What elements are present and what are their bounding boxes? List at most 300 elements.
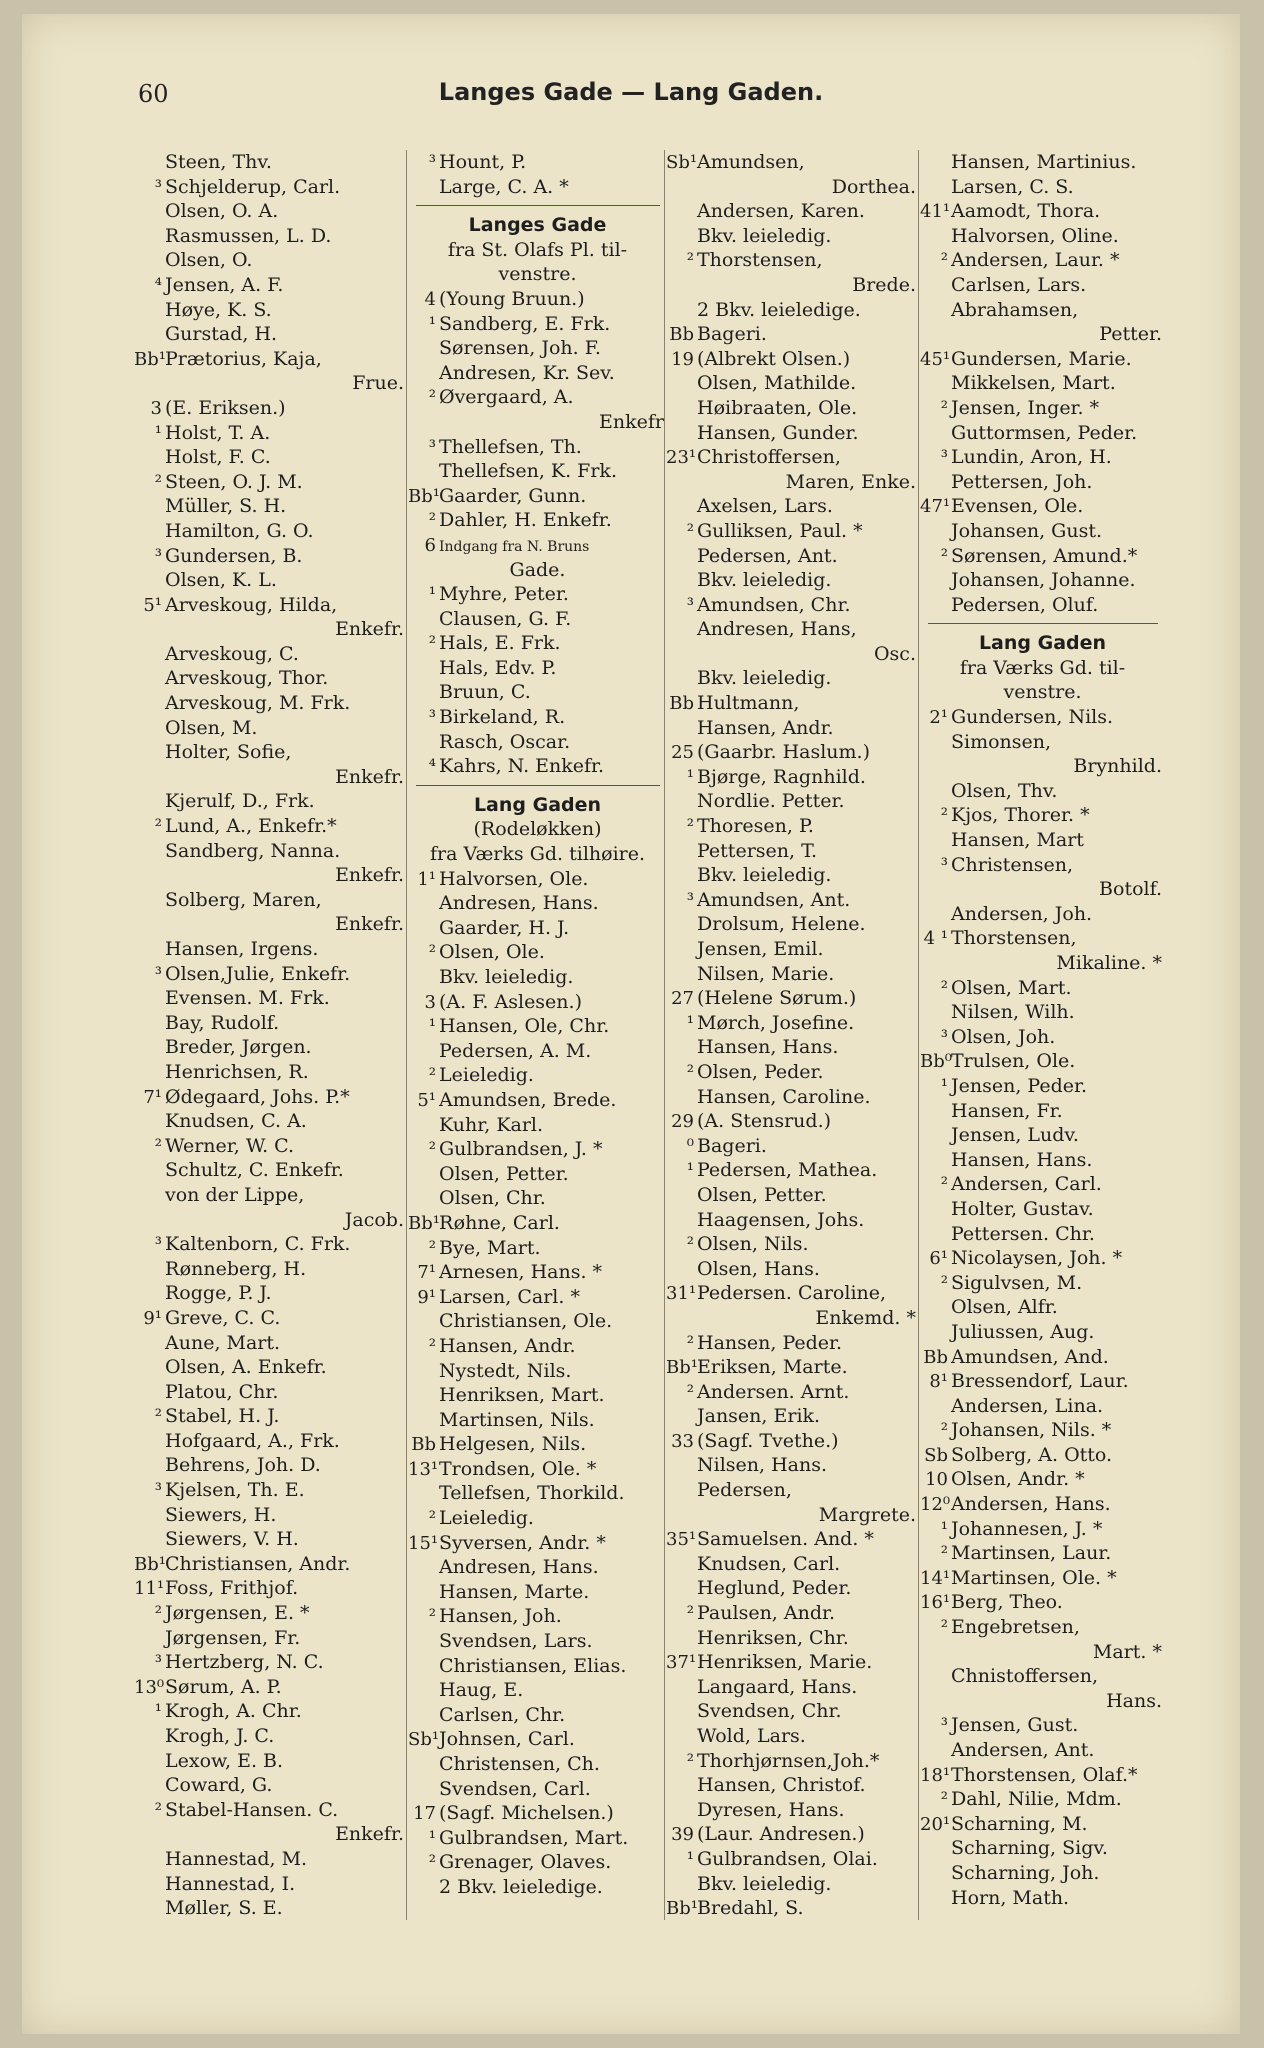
entry-text: Bressendorf, Laur. (951, 1370, 1129, 1393)
directory-entry (920, 224, 1162, 249)
entry-text: Hansen, Caroline. (697, 1085, 871, 1108)
entry-text: Johansen, Nils. * (951, 1419, 1112, 1442)
directory-entry (920, 1836, 1162, 1861)
house-number: ² (940, 977, 948, 999)
entry-text: Andersen. Arnt. (697, 1380, 850, 1403)
entry-text: Thorstensen, (951, 927, 1077, 950)
directory-entry (408, 1063, 664, 1088)
entry-text: Engebretsen, (951, 1616, 1080, 1639)
house-number: ² (428, 633, 436, 655)
directory-entry (134, 371, 404, 396)
entry-text: Olsen, Mathilde. (697, 372, 857, 395)
directory-entry (920, 1049, 1162, 1074)
entry-text: Hals, E. Frk. (439, 632, 561, 655)
directory-entry (920, 680, 1162, 705)
entry-text: Hansen, Peder. (697, 1331, 843, 1354)
directory-entry (134, 1134, 404, 1159)
entry-text: Hultmann, (697, 692, 800, 715)
entry-text: Birkeland, R. (439, 706, 566, 729)
house-number: ³ (686, 594, 694, 616)
directory-entry (920, 902, 1162, 927)
directory-entry (134, 347, 404, 372)
directory-entry (408, 607, 664, 632)
house-number: 7¹ (417, 1262, 436, 1284)
entry-text: Langaard, Hans. (697, 1675, 858, 1698)
directory-entry (666, 1749, 916, 1774)
house-number: 1¹ (417, 868, 436, 890)
house-number: ² (686, 1750, 694, 1772)
house-number: ² (686, 1332, 694, 1354)
directory-entry (666, 470, 916, 495)
directory-entry (134, 814, 404, 839)
directory-entry (920, 175, 1162, 200)
directory-entry (134, 396, 404, 421)
entry-text: Rønneberg, H. (165, 1257, 307, 1280)
entry-text: Amundsen, (697, 151, 805, 173)
entry-text: Bkv. leieledig. (697, 569, 832, 592)
running-title: Langes Gade — Lang Gaden. (438, 78, 824, 106)
directory-entry (920, 1246, 1162, 1271)
entry-text: Gulbrandsen, Mart. (439, 1826, 629, 1849)
house-number: Bb¹ (666, 1357, 698, 1379)
entry-text: Trondsen, Ole. * (439, 1457, 597, 1480)
directory-entry (408, 1727, 664, 1752)
entry-text: Bkv. leieledig. (697, 864, 832, 887)
entry-text: Paulsen, Andr. (697, 1602, 836, 1625)
directory-entry (920, 470, 1162, 495)
entry-text: Olsen, Mart. (951, 976, 1072, 999)
entry-text: Greve, C. C. (165, 1306, 281, 1329)
house-number: ¹ (686, 1848, 694, 1870)
directory-entry (134, 298, 404, 323)
entry-text: Kahrs, N. Enkefr. (439, 755, 605, 778)
entry-text: Hamilton, G. O. (165, 519, 314, 542)
directory-entry (920, 1615, 1162, 1640)
entry-text: Hansen, Irgens. (165, 938, 319, 960)
entry-text: Olsen, K. L. (165, 569, 277, 592)
section-divider (408, 199, 664, 213)
directory-entry (920, 1467, 1162, 1492)
entry-text: Bkv. leieledig. (697, 667, 832, 690)
entry-text: Christensen, (951, 853, 1074, 876)
house-number: ² (154, 1135, 162, 1157)
directory-entry (666, 1453, 916, 1478)
entry-text: Gaarder, Gunn. (439, 484, 587, 507)
entry-text: Pettersen, T. (697, 839, 818, 862)
directory-entry (666, 371, 916, 396)
house-number: ³ (428, 152, 436, 173)
entry-text: Bay, Rudolf. (165, 1011, 280, 1034)
directory-entry (408, 385, 664, 410)
entry-text: Carlsen, Lars. (951, 273, 1087, 296)
directory-entry (134, 1872, 404, 1897)
entry-text: Holst, T. A. (165, 421, 271, 444)
house-number: ³ (154, 545, 162, 567)
house-number: 9¹ (417, 1286, 436, 1308)
house-number: Bb⁰ (920, 1051, 952, 1073)
entry-text: Maren, Enke. (785, 470, 916, 493)
entry-text: Hans. (1106, 1689, 1162, 1712)
directory-entry (666, 789, 916, 814)
directory-entry (920, 1861, 1162, 1886)
entry-text: Syversen, Andr. * (439, 1531, 606, 1554)
entry-text: Arveskoug, Hilda, (165, 593, 338, 616)
house-number: 8¹ (929, 1371, 948, 1393)
entry-text: Hannestad, I. (165, 1872, 296, 1895)
directory-entry (408, 867, 664, 892)
house-number: Bb¹ (666, 1898, 698, 1920)
house-number: ³ (940, 1026, 948, 1048)
entry-text: Martinsen, Nils. (439, 1408, 595, 1431)
directory-entry (408, 1137, 664, 1162)
house-number: 45¹ (920, 348, 951, 370)
directory-entry (666, 716, 916, 741)
entry-text: Müller, S. H. (165, 495, 287, 518)
entry-text: Schjelderup, Carl. (165, 175, 341, 198)
directory-entry (666, 519, 916, 544)
entry-text: Hansen, Gunder. (697, 421, 859, 444)
directory-entry (134, 986, 404, 1011)
entry-text: Sørensen, Joh. F. (439, 337, 601, 360)
directory-entry (134, 1896, 404, 1921)
entry-text: Olsen, Andr. * (951, 1468, 1085, 1491)
entry-text: Henriksen, Chr. (697, 1626, 849, 1649)
directory-entry (134, 1404, 404, 1429)
directory-entry (134, 765, 404, 790)
entry-text: Enkefr. (335, 765, 404, 788)
entry-text: Juliussen, Aug. (951, 1320, 1095, 1343)
entry-text: Olsen, Joh. (951, 1025, 1056, 1048)
directory-entry (666, 1822, 916, 1847)
house-number: 5¹ (417, 1089, 436, 1111)
house-number: 7¹ (143, 1086, 162, 1108)
entry-text: Holter, Gustav. (951, 1197, 1094, 1220)
entry-text: Bkv. leieledig. (439, 966, 574, 988)
directory-entry (408, 262, 664, 287)
directory-entry (666, 1134, 916, 1159)
directory-entry (408, 631, 664, 656)
directory-entry (666, 740, 916, 765)
directory-entry (134, 863, 404, 888)
directory-entry (920, 1763, 1162, 1788)
house-number: ² (154, 1603, 162, 1625)
entry-text: Myhre, Peter. (439, 583, 569, 606)
directory-entry (134, 322, 404, 347)
house-number: ² (940, 1543, 948, 1565)
entry-text: Arveskoug, M. Frk. (165, 692, 351, 715)
entry-text: Simonsen, (951, 730, 1052, 753)
directory-entry (408, 1654, 664, 1679)
entry-text: Coward, G. (165, 1774, 273, 1797)
entry-text: Krogh, A. Chr. (165, 1700, 302, 1723)
house-number: ² (686, 816, 694, 838)
directory-entry (920, 1541, 1162, 1566)
directory-entry (666, 666, 916, 691)
directory-entry (134, 1380, 404, 1405)
entry-text: Evensen, Ole. (951, 495, 1084, 518)
directory-entry (920, 1345, 1162, 1370)
entry-text: Enkefr. (335, 618, 404, 641)
house-number: ² (428, 510, 436, 532)
entry-text: Hansen, Joh. (439, 1605, 562, 1628)
house-number: 12⁰ (920, 1494, 951, 1516)
directory-entry (920, 853, 1162, 878)
directory-entry (408, 336, 664, 361)
entry-text: Hofgaard, A., Frk. (165, 1429, 340, 1452)
directory-entry (134, 1257, 404, 1282)
directory-entry (666, 1380, 916, 1405)
entry-text: Jacob. (344, 1208, 404, 1231)
house-number: 15¹ (408, 1532, 439, 1554)
entry-text: Hals, Edv. P. (439, 656, 557, 679)
directory-entry (666, 1232, 916, 1257)
column-4 (920, 150, 1162, 2020)
directory-entry (920, 1369, 1162, 1394)
directory-entry (134, 1281, 404, 1306)
column-rule (406, 150, 407, 1920)
house-number: 20¹ (920, 1813, 951, 1835)
entry-text: Haagensen, Johs. (697, 1208, 865, 1231)
entry-text: Olsen, Petter. (439, 1162, 569, 1185)
directory-entry (134, 1724, 404, 1749)
directory-entry (134, 1453, 404, 1478)
entry-text: Leieledig. (439, 1064, 534, 1087)
directory-entry (666, 1503, 916, 1528)
entry-text: Johansen, Johanne. (951, 569, 1136, 592)
house-number: 27 (671, 988, 694, 1010)
house-number: 37¹ (666, 1652, 697, 1674)
directory-entry (920, 705, 1162, 730)
entry-text: Gulbrandsen, J. * (439, 1138, 603, 1161)
entry-text: Siewers, H. (165, 1503, 277, 1526)
house-number: Bb¹ (134, 348, 166, 370)
directory-entry (666, 1478, 916, 1503)
directory-entry (920, 754, 1162, 779)
house-number: 41¹ (920, 201, 951, 223)
entry-text: Carlsen, Chr. (439, 1703, 566, 1726)
house-number: ³ (686, 889, 694, 911)
directory-entry (666, 912, 916, 937)
directory-entry (666, 1601, 916, 1626)
entry-text: Haug, E. (439, 1679, 524, 1702)
directory-entry (666, 1306, 916, 1331)
directory-entry (920, 1738, 1162, 1763)
house-number: ² (428, 1852, 436, 1874)
directory-entry (134, 740, 404, 765)
entry-text: Christiansen, Elias. (439, 1654, 627, 1677)
directory-entry (134, 1183, 404, 1208)
entry-text: Tellefsen, Thorkild. (439, 1482, 625, 1505)
directory-entry (408, 1777, 664, 1802)
directory-entry (666, 593, 916, 618)
house-number: Sb¹ (408, 1729, 440, 1751)
house-number: ² (428, 387, 436, 409)
house-number: ¹ (940, 1518, 948, 1540)
directory-entry (134, 937, 404, 962)
directory-entry (666, 765, 916, 790)
house-number: ² (686, 1061, 694, 1083)
house-number: Bb (411, 1434, 436, 1456)
entry-text: Amundsen, Ant. (697, 888, 851, 911)
entry-text: Heglund, Peder. (697, 1577, 852, 1600)
directory-entry (666, 839, 916, 864)
entry-text: Rasmussen, L. D. (165, 224, 332, 247)
directory-entry (134, 888, 404, 913)
directory-entry (920, 1590, 1162, 1615)
directory-entry (920, 1295, 1162, 1320)
directory-entry (666, 1872, 916, 1897)
entry-text: Enkefr (599, 410, 664, 433)
entry-text: (A. F. Aslesen.) (439, 990, 582, 1013)
directory-entry (408, 965, 664, 990)
entry-text: Jensen, Ludv. (951, 1124, 1079, 1147)
directory-entry (408, 1162, 664, 1187)
entry-text: Sandberg, Nanna. (165, 839, 341, 862)
entry-text: Andersen, Carl. (951, 1173, 1102, 1196)
entry-text: Christiansen, Ole. (439, 1310, 613, 1333)
entry-text: Svendsen, Lars. (439, 1630, 593, 1653)
house-number: ³ (940, 447, 948, 469)
entry-text: Pedersen, Oluf. (951, 593, 1099, 616)
directory-entry (920, 976, 1162, 1001)
page-number: 60 (138, 80, 169, 108)
directory-entry (408, 990, 664, 1015)
house-number: Bb¹ (408, 485, 440, 507)
entry-text: Kuhr, Karl. (439, 1113, 544, 1136)
house-number: ² (940, 250, 948, 272)
house-number: 16¹ (920, 1592, 951, 1614)
directory-entry (666, 814, 916, 839)
directory-entry (408, 361, 664, 386)
directory-entry (920, 1123, 1162, 1148)
directory-entry (666, 1429, 916, 1454)
directory-entry (134, 839, 404, 864)
house-number: Sb (924, 1444, 948, 1466)
directory-entry (920, 730, 1162, 755)
directory-entry (408, 484, 664, 509)
entry-text: fra Værks Gd. tilhøire. (429, 843, 646, 866)
house-number: 11¹ (134, 1578, 165, 1600)
directory-entry (666, 888, 916, 913)
entry-text: Andresen, Kr. Sev. (439, 361, 615, 384)
entry-text: Gulliksen, Paul. * (697, 519, 863, 542)
house-number: 29 (671, 1111, 694, 1133)
house-number: ² (940, 1174, 948, 1196)
entry-text: Pedersen. Caroline, (697, 1282, 887, 1305)
entry-text: (A. Stensrud.) (697, 1110, 832, 1133)
directory-entry (134, 470, 404, 495)
entry-text: Bageri. (697, 1134, 767, 1157)
entry-text: Henriksen, Mart. (439, 1384, 605, 1407)
entry-text: Brede. (852, 273, 916, 296)
entry-text: Hannestad, M. (165, 1847, 308, 1870)
directory-entry (920, 593, 1162, 618)
directory-entry (408, 533, 664, 558)
directory-entry (666, 1257, 916, 1282)
directory-entry (920, 544, 1162, 569)
directory-entry (408, 1604, 664, 1629)
entry-text: Larsen, Carl. * (439, 1285, 580, 1308)
house-number: 39 (671, 1824, 694, 1846)
directory-entry (666, 1798, 916, 1823)
entry-text: Osc. (873, 642, 916, 665)
directory-entry (134, 1601, 404, 1626)
house-number: ² (940, 545, 948, 567)
column-rule (664, 150, 665, 1920)
entry-text: Gundersen, B. (165, 544, 303, 567)
directory-entry (920, 1172, 1162, 1197)
directory-entry (134, 1011, 404, 1036)
directory-entry (920, 1418, 1162, 1443)
directory-entry (408, 1039, 664, 1064)
entry-text: Martinsen, Laur. (951, 1542, 1112, 1565)
entry-text: Jensen, Inger. * (951, 396, 1100, 419)
entry-text: Larsen, C. S. (951, 175, 1074, 198)
entry-text: Jørgensen, Fr. (165, 1626, 301, 1649)
house-number: 17 (413, 1803, 436, 1825)
directory-entry (408, 1236, 664, 1261)
entry-text: Clausen, G. F. (439, 607, 572, 630)
entry-text: Hansen, Andr. (697, 716, 834, 739)
entry-text: Pedersen, Ant. (697, 544, 838, 567)
directory-entry (666, 863, 916, 888)
entry-text: Ødegaard, Johs. P.* (165, 1085, 350, 1108)
entry-text: Andersen, Hans. (951, 1493, 1111, 1516)
house-number: 3 (150, 397, 162, 419)
house-number: ³ (154, 1652, 162, 1674)
entry-text: Thorhjørnsen,Joh.* (697, 1749, 880, 1772)
directory-entry (134, 1035, 404, 1060)
directory-entry (408, 1506, 664, 1531)
entry-text: Pettersen, Joh. (951, 470, 1093, 493)
directory-entry (408, 1826, 664, 1851)
house-number: 18¹ (920, 1764, 951, 1786)
directory-entry (666, 617, 916, 642)
entry-text: Thellefsen, Th. (439, 435, 582, 458)
house-number: ² (154, 1799, 162, 1821)
house-number: 2¹ (929, 707, 948, 729)
directory-entry (920, 1787, 1162, 1812)
house-number: ³ (428, 707, 436, 729)
directory-entry (408, 410, 664, 435)
house-number: ² (940, 1420, 948, 1442)
entry-text: Nilsen, Hans. (697, 1454, 828, 1477)
entry-text: Andresen, Hans. (439, 892, 599, 915)
directory-entry (134, 568, 404, 593)
entry-text: Pedersen, (697, 1479, 792, 1502)
entry-text: Bye, Mart. (439, 1236, 541, 1259)
directory-entry (666, 1011, 916, 1036)
house-number: ² (686, 250, 694, 272)
house-number: ² (940, 1272, 948, 1294)
directory-entry (666, 322, 916, 347)
entry-text: Berg, Theo. (951, 1591, 1063, 1614)
house-number: ¹ (686, 1012, 694, 1034)
directory-entry (666, 175, 916, 200)
directory-entry (920, 1271, 1162, 1296)
directory-entry (134, 1331, 404, 1356)
section-heading (408, 213, 664, 238)
directory-entry (920, 519, 1162, 544)
entry-text: Indgang fra N. Bruns (439, 538, 590, 555)
entry-text: Prætorius, Kaja, (165, 347, 322, 370)
column-rule (918, 150, 919, 1920)
entry-text: Amundsen, Brede. (439, 1088, 617, 1111)
directory-entry (408, 1629, 664, 1654)
entry-text: Christensen, Ch. (439, 1753, 600, 1775)
entry-text: Enkefr. (335, 1823, 404, 1846)
directory-entry (134, 1109, 404, 1134)
